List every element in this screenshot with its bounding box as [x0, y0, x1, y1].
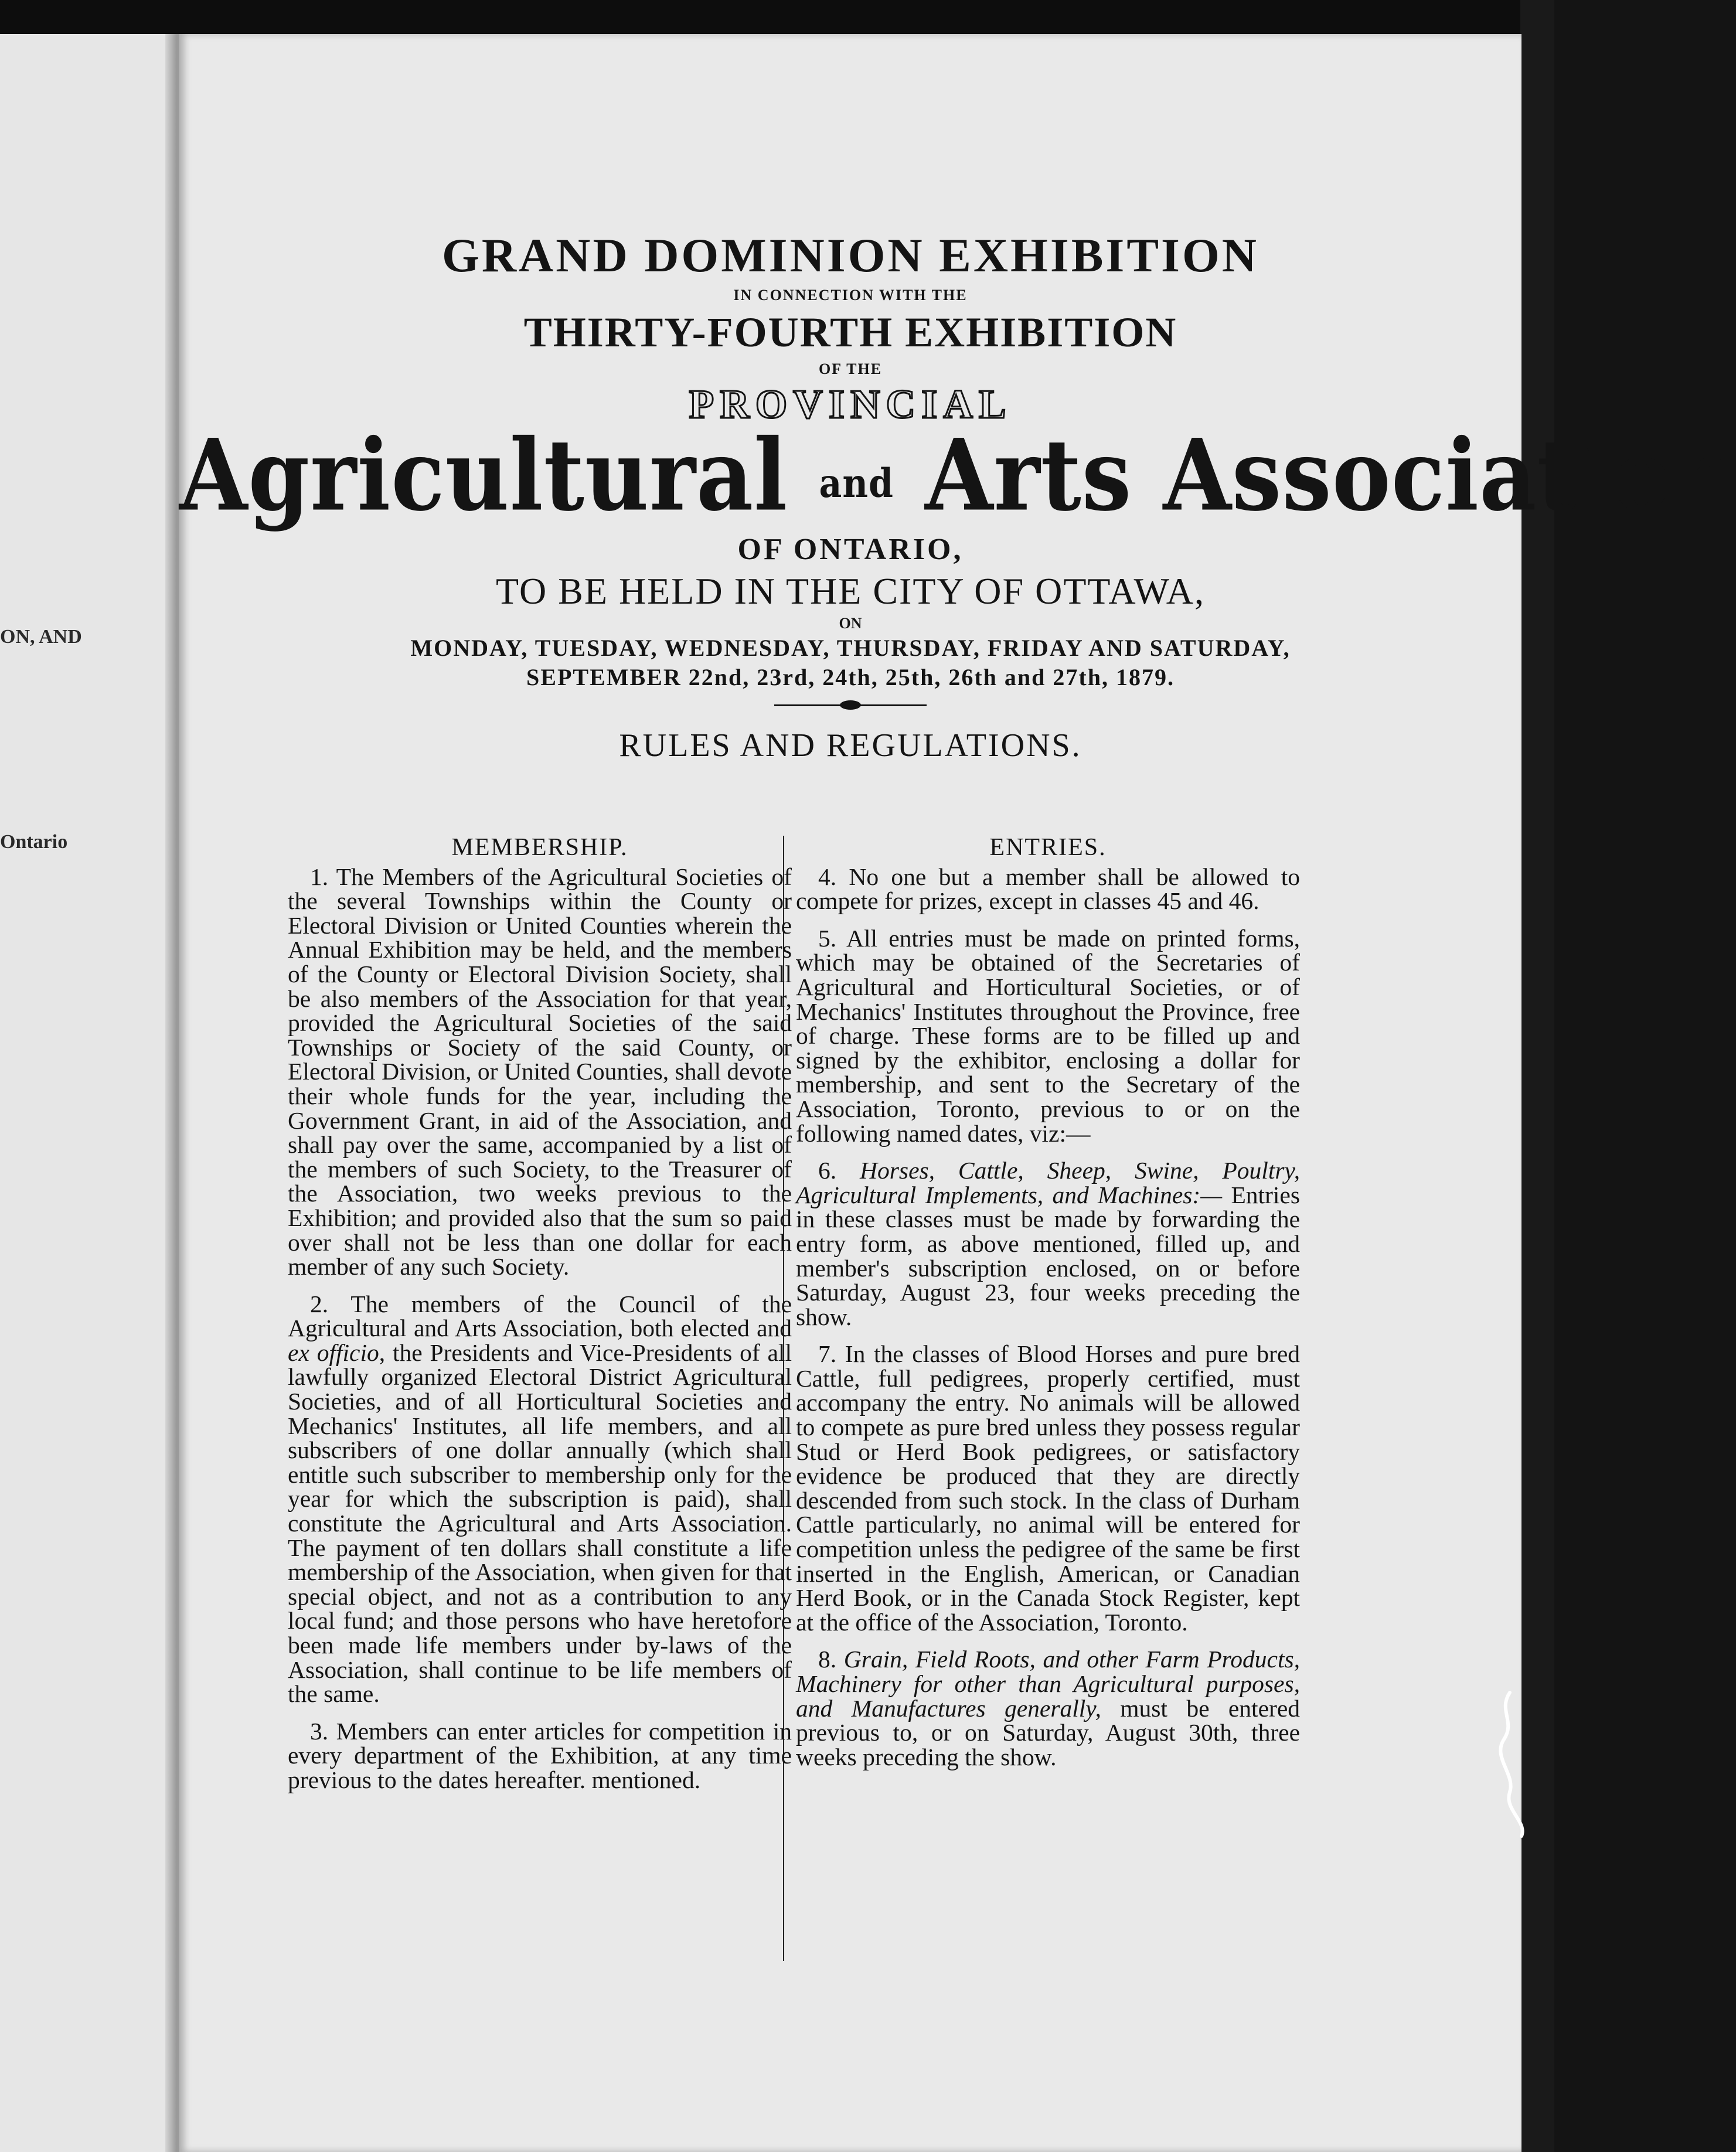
dates-line: SEPTEMBER 22nd, 23rd, 24th, 25th, 26th and 27th, 1879. [526, 664, 1175, 691]
entries-column [796, 836, 1300, 1782]
rule-8-number: 8. [818, 1646, 844, 1673]
rule-4: 4. No one but a member shall be allowed to compete for prizes, except in classes 45 and 46. [796, 863, 1300, 915]
association-part-1: Agricultural [179, 417, 788, 533]
association-ampersand: and [819, 461, 894, 508]
association-part-2: Arts Association [925, 417, 1736, 533]
rule-7: 7. In the classes of Blood Horses and pure bred Cattle, full pedigrees, properly certified, must accompany the entry. No animals will be allowed to compete as pure bred unless they possess regular Stud or Herd Book pedigrees, or satisfactory evidence be produced that they are directly descended from such stock. In the class of Durham Cattle particularly, no animal will be entered for competition unless the pedigree of the same be first inserted in the English, American, or Canadian Herd Book, or in the Canada Stock Register, kept at the office of the Association, Toronto. [796, 1340, 1300, 1636]
rule-6 [796, 1159, 1300, 1329]
rule-2-italic: ex officio [288, 1339, 379, 1366]
days-line: MONDAY, TUESDAY, WEDNESDAY, THURSDAY, FRIDAY AND SATURDAY, [410, 635, 1291, 662]
entries-heading: ENTRIES. [989, 834, 1107, 861]
exhibition-header [179, 227, 1736, 765]
document-page [179, 34, 1736, 2152]
rule-2 [288, 1292, 792, 1707]
rule-6-text: Entries in these classes must be made by forwarding the entry form, as above mentioned, filled up, and member's subscription enclosed, on or before Saturday, August 23, four weeks preceding the show. [796, 1181, 1300, 1330]
rule-5: 5. All entries must be made on printed forms, which may be obtained of the Secretaries of Agricultural and Horticultural Societies, or of Mechanics' Institutes throughout the Province, free of charge. These forms are to be filled up and signed by the exhibitor, enclosing a dollar for membership, and sent to the Secretary of the Association, Toronto, previous to or on the following named dates, viz:— [796, 924, 1300, 1147]
rule-8-italic: Grain, Field Roots, and other Farm Products, Machinery for other than Agricultural purposes, and Manufactures generally, [796, 1646, 1301, 1722]
rule-3: 3. Members can enter articles for competition in every department of the Exhibition, at any time previous to the dates hereafter. mentioned. [288, 1717, 792, 1793]
film-border-top [0, 0, 1554, 34]
exhibition-title: GRAND DOMINION EXHIBITION [442, 229, 1259, 282]
page-gutter [165, 34, 176, 2152]
of-ontario-line: OF ONTARIO, [737, 533, 964, 567]
rule-2-text-b: , the Presidents and Vice-Presidents of all lawfully organized Electoral District Agricultural Societies, and of all Horticultural Societies and Mechanics' Institutes, all life members, and all subscribers of one dollar annually (which shall entitle such subscriber to membership only for the year for which the subscription is paid), shall constitute the Agricultural and Arts Association. The payment of ten dollars shall constitute a life membership of the Association, when given for that special object, and not as a contribution to any local fund; and those persons who have heretofore been made life members under by-laws of the Association, shall continue to be life members of the same. [288, 1339, 792, 1708]
previous-page-fragment: ON, AND [0, 626, 82, 648]
pen-mark [1492, 1687, 1563, 1839]
rule-2-text-a: 2. The members of the Council of the Agricultural and Arts Association, both elected and [288, 1290, 792, 1342]
exhibition-number: THIRTY-FOURTH EXHIBITION [523, 309, 1177, 356]
provincial-line: PROVINCIAL [689, 382, 1012, 427]
rule-6-italic: Horses, Cattle, Sheep, Swine, Poultry, Agricultural Implements, and Machines:— [796, 1157, 1300, 1208]
connection-line: IN CONNECTION WITH THE [733, 287, 968, 304]
membership-heading: MEMBERSHIP. [451, 834, 628, 861]
previous-page-fragment: Ontario [0, 831, 68, 853]
on-line: ON [839, 615, 862, 632]
rule-8 [796, 1647, 1300, 1769]
membership-column [288, 836, 792, 1806]
rule-1: 1. The Members of the Agricultural Societies of the several Townships within the County or Electoral Division or United Counties wherein the Annual Exhibition may be held, and the members of the County or Electoral Division Society, shall be also members of the Association for that year, provided the Agricultural Societies of the said Townships or Society of the said County, or Electoral Division, or United Counties, shall devote their whole funds for the year, including the Government Grant, in aid of the Association, and shall pay over the same, accompanied by a list of the members of such Society, to the Treasurer of the Association, two weeks previous to the Exhibition; and provided also that the sum so paid over shall not be less than one dollar for each member of any such Society. [288, 863, 792, 1281]
venue-line: TO BE HELD IN THE CITY OF OTTAWA, [496, 570, 1205, 612]
association-name [179, 417, 1736, 537]
of-the-line: OF THE [818, 360, 883, 377]
rule-6-number: 6. [818, 1157, 860, 1184]
ornament-divider [774, 700, 927, 710]
rule-8-text: must be entered previous to, or on Saturday, August 30th, three weeks preceding the show. [796, 1694, 1300, 1770]
rules-title: RULES AND REGULATIONS. [619, 727, 1082, 764]
previous-page-edge [0, 34, 179, 2152]
